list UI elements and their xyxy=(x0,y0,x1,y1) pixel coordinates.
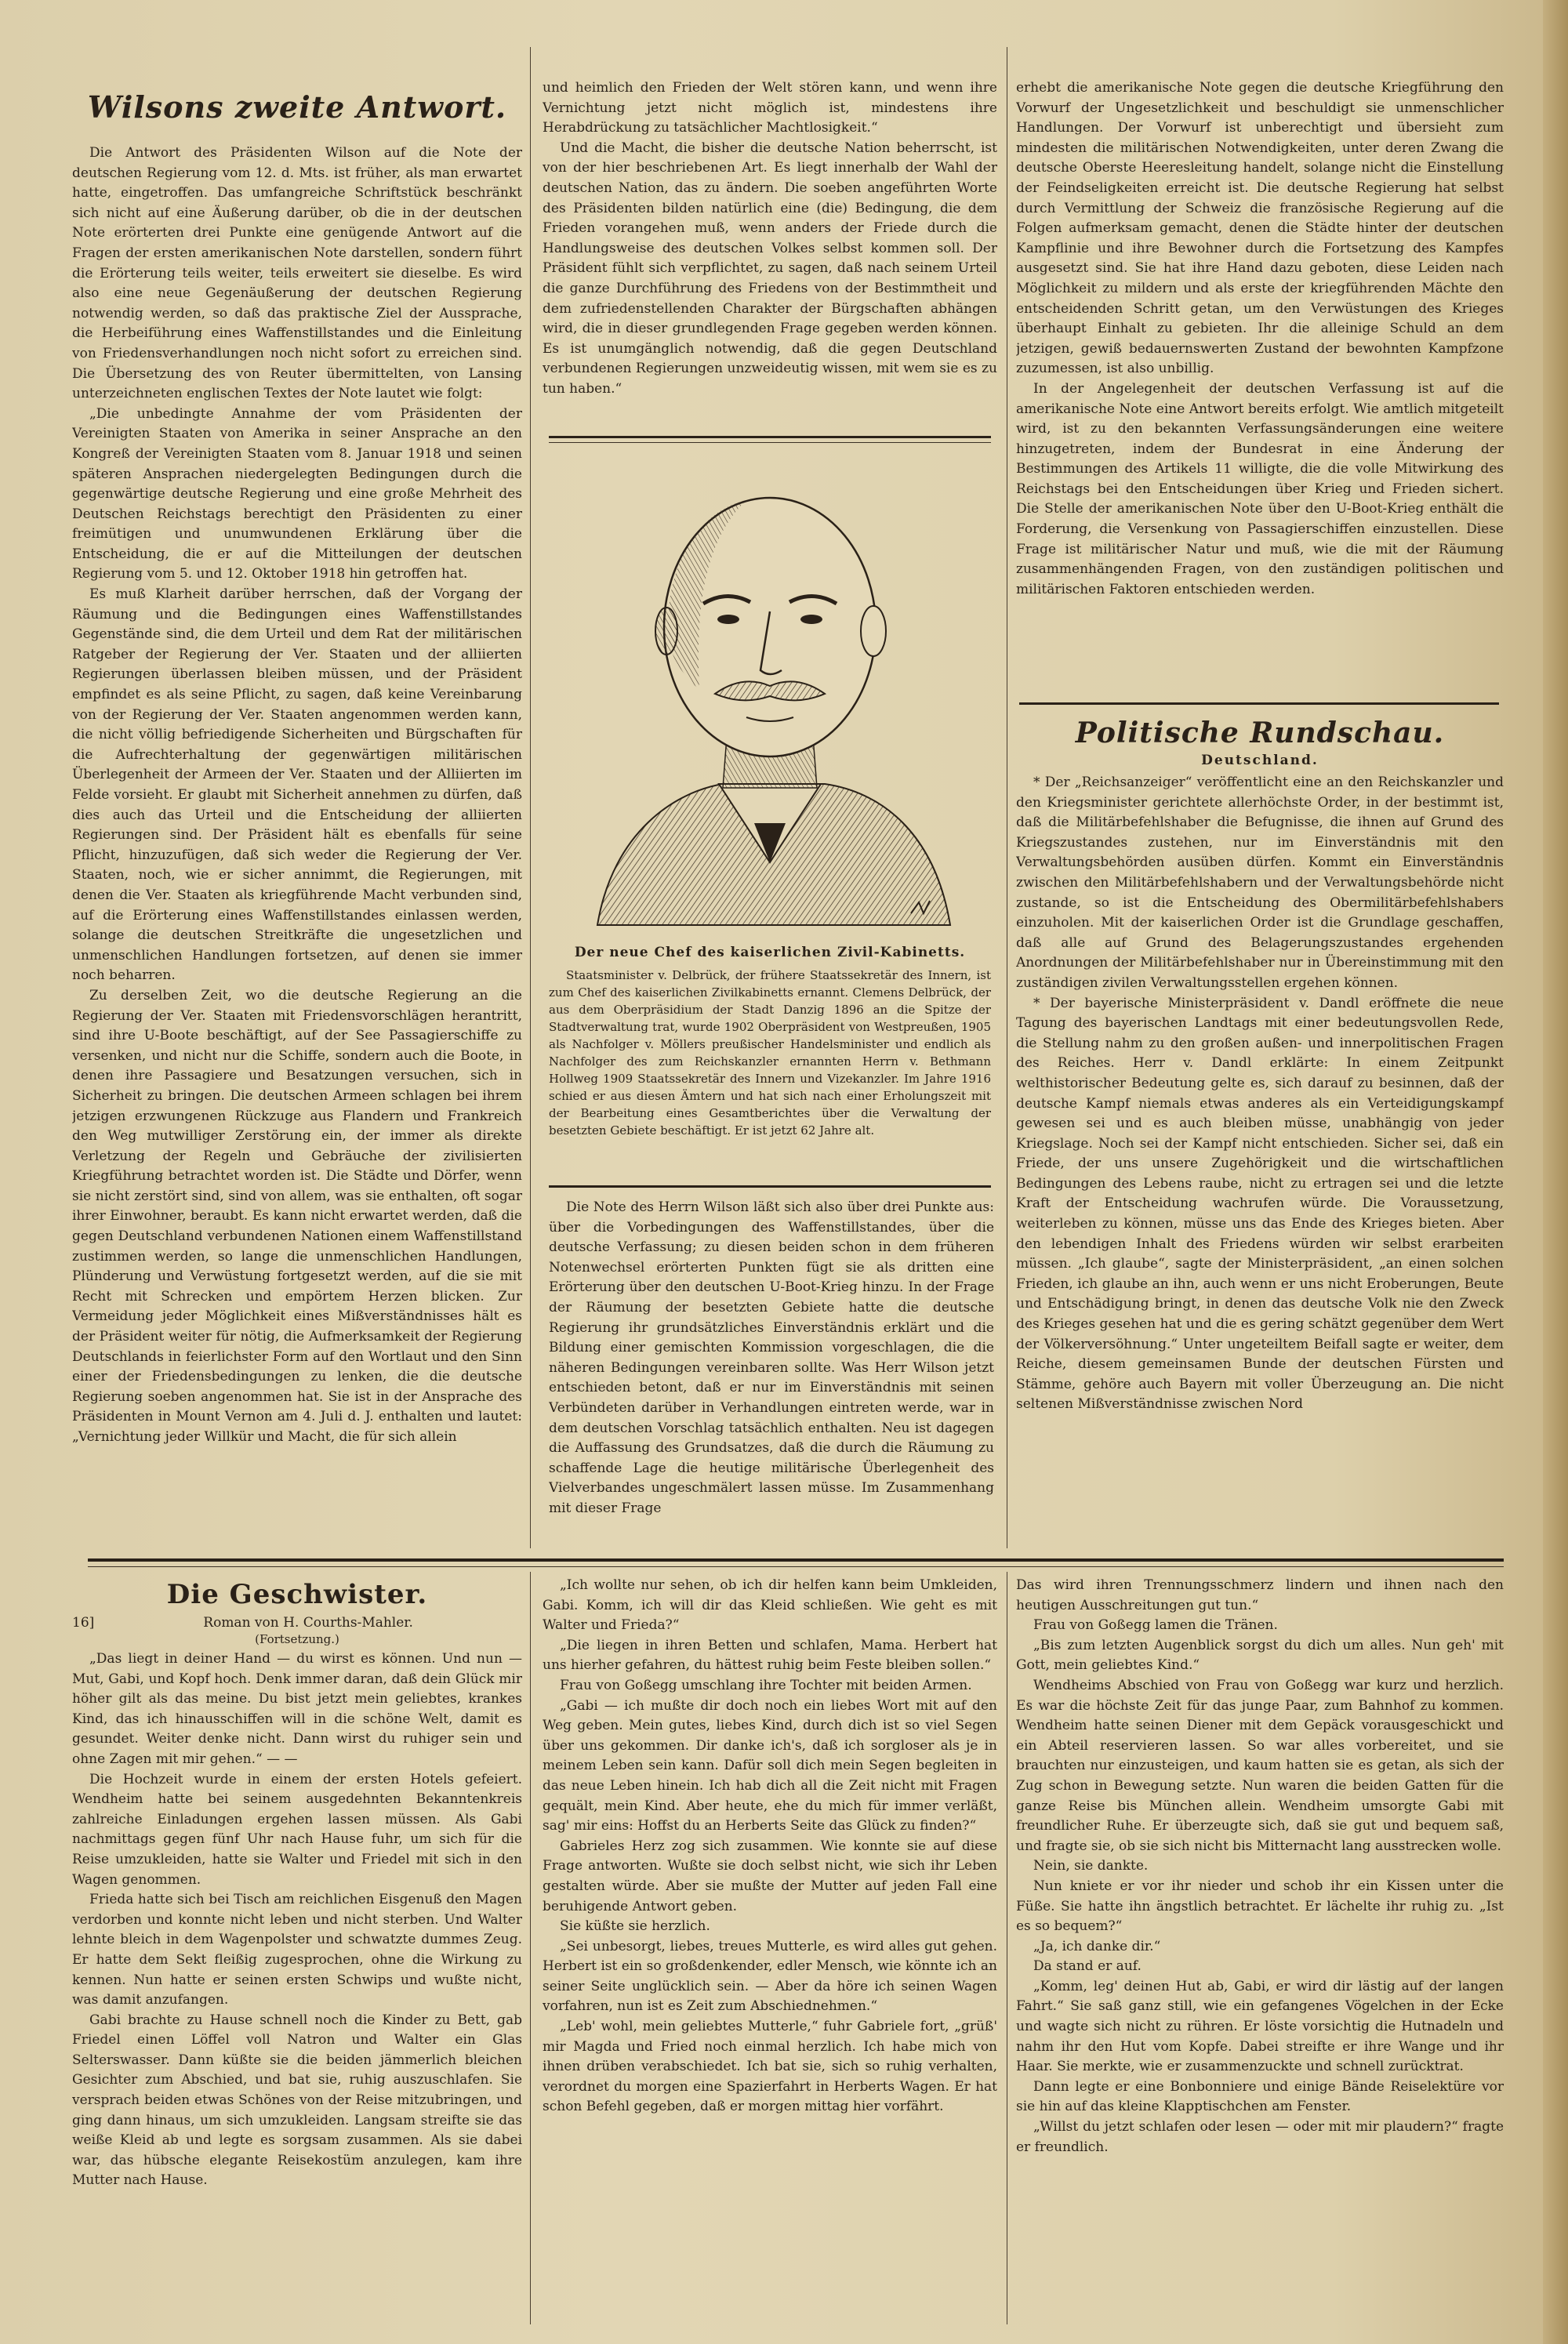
serial-paragraph: „Die liegen in ihren Betten und schlafen, Mama. Herbert hat uns hierher gefahren, du hättest ruhig beim Feste bleiben sollen.“ xyxy=(543,1637,997,1674)
serial-paragraph: Nun kniete er vor ihr nieder und schob ihr ein Kissen unter die Füße. Sie hatte ihn ängstlich betrachtet. Er lächelte ihr ruhig zu. „Ist es so bequem?“ xyxy=(1016,1878,1504,1935)
serial-paragraph: „Willst du jetzt schlafen oder lesen — oder mit mir plaudern?“ fragte er freundlich. xyxy=(1016,2119,1504,2155)
serial-paragraph: Sie küßte sie herzlich. xyxy=(560,1918,710,1935)
serial-paragraph: „Ich wollte nur sehen, ob ich dir helfen kann beim Umkleiden, Gabi. Komm, ich will dir das Kleid schließen. Wie geht es mit Walter und Frieda?“ xyxy=(543,1577,997,1634)
article-paragraph: Zu derselben Zeit, wo die deutsche Regierung an die Regierung der Ver. Staaten mit Friedensvorschlägen herantritt, sind ihre U-Boote beschäftigt, auf der See Passagierschiffe zu versenken, und nicht nur die Schiffe, sondern auch die Boote, in denen ihre Passagiere und Besatzungen versuchen, sich in Sicherheit zu bringen. Die deutschen Armeen schlagen bei ihrem jetzigen erzwungenen Rückzuge aus Flandern und Frankreich den Weg mutwilliger Zerstörung ein, der immer als direkte Verletzung der Regeln und Gebräuche der zivilisierten Kriegführung betrachtet worden ist. Die Städte und Dörfer, wenn sie nicht zerstört sind, sind von allem, was sie enthalten, oft sogar ihrer Einwohner, beraubt. Es kann nicht erwartet werden, daß die gegen Deutschland verbundenen Nationen einem Waffenstillstand zustimmen werden, so lange die unmenschlichen Handlungen, Plünderung und Verwüstung fortgesetzt werden, auf die sie mit Recht mit Schrecken und empörtem Herzen blicken. Zur Vermeidung jeder Möglichkeit eines Mißverständnisses hält es der Präsident weiter für nötig, die Aufmerksamkeit der Regierung Deutschlands in feierlichster Form auf den Wortlaut und den Sinn einer der Friedensbedingungen zu lenken, die die deutsche Regierung soeben angenommen hat. Sie ist in der Ansprache des Präsidenten in Mount Vernon am 4. Juli d. J. enthalten und lautet: „Vernichtung jeder Willkür und Macht, die für sich allein xyxy=(72,987,522,1445)
serial-paragraph: Frau von Goßegg lamen die Tränen. xyxy=(1033,1617,1278,1634)
serial-paragraph: „Gabi — ich mußte dir doch noch ein liebes Wort mit auf den Weg geben. Mein gutes, liebes Kind, durch dich ist so viel Segen über uns gekommen. Dir danke ich's, daß ich sorgloser als je in meinem Leben sein kann. Dafür soll dich mein Segen begleiten in das neue Leben hinein. Ich hab dich all die Zeit nicht mit Fragen gequält, mein Kind. Aber heute, ehe du mich für immer verläßt, sag' mir eins: Hoffst du an Herberts Seite das Glück zu finden?“ xyxy=(543,1697,997,1834)
section-rule xyxy=(1019,702,1499,705)
serial-paragraph: Dann legte er eine Bonbonniere und einige Bände Reiselektüre vor sie hin auf das kleine Klapptischchen am Fenster. xyxy=(1016,2078,1504,2115)
article-body xyxy=(543,78,997,400)
serial-paragraph: Wendheims Abschied von Frau von Goßegg war kurz und herzlich. Es war die höchste Zeit für das junge Paar, zum Bahnhof zu kommen. Wendheim hatte seinen Diener mit dem Gepäck vorausgeschickt und ein Abteil reservieren lassen. So war alles vorbereitet, und sie brauchten nur einzusteigen, und kaum hatten sie es getan, als sich der Zug schon in Bewegung setzte. Nun waren die beiden Gatten für die ganze Reise bis München allein. Wendheim umsorgte Gabi mit freundlicher Ruhe. Er überzeugte sich, daß sie gut und bequem saß, und fragte sie, ob sie sich nicht bis Mitternacht lang ausstrecken wolle. xyxy=(1016,1677,1504,1854)
article-paragraph: Die Note des Herrn Wilson läßt sich also über drei Punkte aus: über die Vorbedingungen des Waffenstillstandes, über die deutsche Verfassung; zu diesen beiden schon in dem früheren Notenwechsel erörterten Punkten fügt sie als dritten eine Erörterung über den deutschen U-Boot-Krieg hinzu. In der Frage der Räumung der besetzten Gebiete hatte die deutsche Regierung ihr grundsätzliches Einverständnis erklärt und die Bildung einer gemischten Kommission vorgeschlagen, die die näheren Bedingungen vereinbaren sollte. Was Herr Wilson jetzt entschieden betont, daß er nur im Einverständnis mit seinen Verbündeten darüber in Verhandlungen eintreten werde, war in dem deutschen Vorschlag tatsächlich enthalten. Neu ist dagegen die Auffassung des Grundsatzes, daß die durch die Räumung zu schaffende Lage die heutige militärische Überlegenheit des Vielverbandes ungeschmälert lassen müsse. Im Zusammenhang mit dieser Frage xyxy=(549,1199,994,1516)
serial-text xyxy=(543,1576,997,2117)
rundschau-subtitle: Deutschland. xyxy=(1201,753,1319,768)
portrait-engraving xyxy=(566,455,974,941)
section-rule xyxy=(549,436,991,438)
serial-paragraph: „Komm, leg' deinen Hut ab, Gabi, er wird dir lästig auf der langen Fahrt.“ Sie saß ganz still, wie ein gefangenes Vögelchen in der Ecke und wagte sich nicht zu rühren. Er löste vorsichtig die Hutnadeln und nahm ihr den Hut vom Kopfe. Dabei streifte er ihre Wange und ihr Haar. Sie merkte, wie er zusammenzuckte und schnell zurücktrat. xyxy=(1016,1978,1504,2075)
serial-title: Die Geschwister. xyxy=(166,1579,428,1610)
article-paragraph: Die Antwort des Präsidenten Wilson auf die Note der deutschen Regierung vom 12. d. Mts. ist früher, als man erwartet hatte, eingetroffen. Das umfangreiche Schriftstück beschränkt sich nicht auf eine Äußerung darüber, ob die in der deutschen Note erörterten drei Punkte eine genügende Antwort auf die Fragen der ersten amerikanischen Note darstellen, sondern führt die Erörterung teils weiter, teils erweitert sie dieselbe. Es wird also eine neue Gegenäußerung der deutschen Regierung notwendig werden, so daß das praktische Ziel der Aussprache, die Herbeiführung eines Waffenstillstandes und die Einleitung von Friedensverhandlungen noch nicht sofort zu erreichen sind. Die Übersetzung des von Reuter übermittelten, von Lansing unterzeichneten englischen Textes der Note lautet wie folgt: xyxy=(72,145,522,402)
portrait-illustration xyxy=(566,455,974,941)
article-body xyxy=(549,1198,994,1519)
serial-novel-column-3 xyxy=(1016,1576,1504,2335)
serial-novel-column-2 xyxy=(543,1576,997,2335)
article-paragraph: erhebt die amerikanische Note gegen die deutsche Kriegführung den Vorwurf der Ungesetzlichkeit und beschuldigt sie unmenschlicher Handlungen. Der Vorwurf ist unberechtigt und übersieht zum mindesten die militärischen Notwendigkeiten, unter deren Zwang die deutsche Oberste Heeresleitung handelt, solange nicht die Einstellung der Feindseligkeiten erreicht ist. Die deutsche Regierung hat selbst durch Vermittlung der Schweiz die französische Regierung auf die Folgen aufmerksam gemacht, denen die Städte hinter der deutschen Kampflinie und ihre Bewohner durch die Fortsetzung des Kampfes ausgesetzt sind. Sie hat ihre Hand dazu geboten, diese Leiden nach Möglichkeit zu mildern und als erste der kriegführenden Mächte den entscheidenden Schritt getan, um den Verwüstungen des Krieges überhaupt Einhalt zu gebieten. Ihr die alleinige Schuld an dem jetzigen, gewiß bedauernswerten Zustand der bewohnten Kampfzone zuzumessen, ist also unbillig. xyxy=(1016,80,1504,377)
serial-paragraph: Gabrieles Herz zog sich zusammen. Wie konnte sie auf diese Frage antworten. Wußte sie doch selbst nicht, wie sich ihr Leben gestalten würde. Aber sie mußte der Mutter auf jeden Fall eine beruhigende Antwort geben. xyxy=(543,1838,997,1914)
section-rule xyxy=(549,1185,991,1188)
serial-paragraph: Frau von Goßegg umschlang ihre Tochter mit beiden Armen. xyxy=(560,1677,972,1693)
article-wilson-continued xyxy=(543,78,997,423)
serial-paragraph: Gabi brachte zu Hause schnell noch die Kinder zu Bett, gab Friedel einen Löffel voll Natron und Walter ein Glas Selterswasser. Dann küßte sie die beiden jämmerlich bleichen Gesichter zum Abschied, und bat sie, ruhig auszuschlafen. Sie versprach beiden etwas Schönes von der Reise mitzubringen, und ging dann hinaus, um sich umzukleiden. Langsam streifte sie das weiße Kleid ab und legte es sorgsam zusammen. Als sie dabei war, das hübsche elegante Reisekostüm anzulegen, kam ihre Mutter nach Hause. xyxy=(72,2012,522,2189)
article-body xyxy=(1016,773,1504,1415)
article-body xyxy=(72,143,522,1448)
serial-paragraph: Die Hochzeit wurde in einem der ersten Hotels gefeiert. Wendheim hatte bei seinem ausgedehnten Bekanntenkreis zahlreiche Einladungen ergehen lassen müssen. Als Gabi nachmittags gegen fünf Uhr nach Hause fuhr, um sich für die Reise umzukleiden, hatte sie Walter und Friedel mit sich in den Wagen genommen. xyxy=(72,1771,522,1888)
serial-paragraph: „Leb' wohl, mein geliebtes Mutterle,“ fuhr Gabriele fort, „grüß' mir Magda und Fried noch einmal herzlich. Ich habe mich von ihnen drüben verabschiedet. Ich bat sie, sich so ruhig verhalten, verordnet du morgen eine Spazierfahrt in Herberts Wagen. Er hat schon Befehl gegeben, daß er morgen mittag hier vorfährt. xyxy=(543,2019,997,2115)
article-wilson xyxy=(72,82,522,1548)
serial-header xyxy=(72,1615,522,1631)
rundschau-title: Politische Rundschau. xyxy=(1075,717,1445,749)
column-rule-1 xyxy=(530,47,531,1548)
article-paragraph: Es muß Klarheit darüber herrschen, daß der Vorgang der Räumung und die Bedingungen eines Waffenstillstandes Gegenstände sind, die dem Urteil und dem Rat der militärischen Ratgeber der Regierung der Ver. Staaten und der alliierten Regierungen überlassen bleiben müssen, und der Präsident empfindet es als seine Pflicht, zu sagen, daß keine Vereinbarung von der Regierung der Ver. Staaten angenommen werden kann, die nicht völlig befriedigende Sicherheiten und Bürgschaften für die Aufrechterhaltung der gegenwärtigen militärischen Überlegenheit der Armeen der Ver. Staaten und der Alliierten im Felde vorsieht. Er glaubt mit Sicherheit annehmen zu dürfen, daß dies auch das Urteil und die Entscheidung der alliierten Regierungen sind. Der Präsident hält es ebenfalls für seine Pflicht, hinzuzufügen, daß sich weder die Regierung der Ver. Staaten, noch, wie er sicher annimmt, die Regierungen, mit denen die Ver. Staaten als kriegführende Macht verbunden sind, auf die Erörterung eines Waffenstillstandes einlassen werden, solange die deutschen Streitkräfte die ungesetzlichen und unmenschlichen Handlungen fortsetzen, auf denen sie immer noch beharren. xyxy=(72,586,522,984)
feuilleton-rule xyxy=(88,1558,1504,1562)
article-note-continued xyxy=(1016,78,1504,698)
section-rule xyxy=(549,442,991,443)
feuilleton-rule xyxy=(88,1566,1504,1567)
article-body xyxy=(1016,78,1504,600)
article-paragraph: In der Angelegenheit der deutschen Verfassung ist auf die amerikanische Note eine Antwort bereits erfolgt. Wie amtlich mitgeteilt wird, ist zu den bekannten Verfassungsänderungen eine weitere hinzugetreten, indem der Bundesrat in eine Änderung der Bestimmungen des Artikels 11 willigte, die die volle Mitwirkung des Reichstags bei den Entscheidungen über Krieg und Frieden sichert. Die Stelle der amerikanischen Note über den U-Boot-Krieg enthält die Forderung, die Versenkung von Passagierschiffen einzustellen. Diese Frage ist militärischer Natur und muß, wie die mit der Räumung zusammenhängenden Fragen, von den zuständigen politischen und militärischen Faktoren entschieden werden. xyxy=(1016,380,1504,597)
serial-number: 16] xyxy=(72,1615,95,1631)
serial-novel-column-1 xyxy=(72,1574,522,2335)
caption-text: Staatsminister v. Delbrück, der frühere Staatssekretär des Innern, ist zum Chef des kaiserlichen Zivilkabinetts ernannt. Clemens Delbrück, der aus dem Oberpräsidium der Stadt Danzig 1896 an die Spitze der Stadtverwaltung trat, wurde 1902 Oberpräsident von Westpreußen, 1905 als Nachfolger v. Möllers preußischer Handelsminister und endlich als Nachfolger des zum Reichskanzler ernannten Herrn v. Bethmann Hollweg 1909 Staatssekretär des Innern und Vizekanzler. Im Jahre 1916 schied er aus diesen Ämtern und hat sich nach einer Erholungszeit mit der Bearbeitung eines Gesamtberichtes über die Verwaltung der besetzten Gebiete beschäftigt. Er ist jetzt 62 Jahre alt. xyxy=(549,968,991,1138)
article-paragraph: * Der „Reichsanzeiger“ veröffentlicht eine an den Reichskanzler und den Kriegsminister gerichtete allerhöchste Order, in der bestimmt ist, daß die Militärbefehlshaber die Befugnisse, die ihnen auf Grund des Kriegszustandes zustehen, nur im Einverständnis mit den Verwaltungsbehörden ausüben dürfen. Kommt ein Einverständnis zwischen den Militärbefehlshabern und der Verwaltungsbehörde nicht zustande, so ist die Entscheidung des Obermilitärbefehlshabers einzuholen. Mit der kaiserlichen Order ist die Grundlage geschaffen, daß alle auf Grund des Belagerungszustandes ergehenden Anordnungen der Militärbefehlshaber nur in Übereinstimmung mit den zuständigen zivilen Verwaltungsstellen ergehen können. xyxy=(1016,775,1504,991)
serial-text xyxy=(72,1649,522,2191)
serial-paragraph: „Sei unbesorgt, liebes, treues Mutterle, es wird alles gut gehen. Herbert ist ein so großdenkender, edler Mensch, wie könnte ich an seiner Seite unglücklich sein. — Aber da höre ich seinen Wagen vorfahren, nun ist es Zeit zum Abschiednehmen.“ xyxy=(543,1938,997,2015)
serial-text xyxy=(1016,1576,1504,2157)
serial-paragraph: Das wird ihren Trennungsschmerz lindern und ihnen nach den heutigen Ausschreitungen gut tun.“ xyxy=(1016,1577,1504,1613)
article-paragraph: * Der bayerische Ministerpräsident v. Dandl eröffnete die neue Tagung des bayerischen Landtags mit einer bedeutungsvollen Rede, die Stellung nahm zu den großen außen- und innerpolitischen Fragen des Reiches. Herr v. Dandl erklärte: In einem Zeitpunkt welthistorischer Bedeutung gelte es, sich darauf zu besinnen, daß der deutsche Kampf niemals etwas anderes als ein Verteidigungskampf gewesen sei und es auch bleiben müsse, unabhängig von jeder Kriegslage. Noch sei der Kampf nicht entschieden. Sicher sei, daß ein Friede, der uns unsere Zugehörigkeit und die wirtschaftlichen Bedingungen des Lebens raube, nicht zu ertragen sei und die letzte Kraft der Entscheidung wachrufen würde. Die Voraussetzung, weiterleben zu können, müsse uns das Ende des Krieges bieten. Aber den lebendigen Inhalt des Friedens würden wir selbst erarbeiten müssen. „Ich glaube“, sagte der Ministerpräsident, „an einen solchen Frieden, ich glaube an ihn, auch wenn er uns nicht Eroberungen, Beute und Entschädigung bringt, in denen das deutsche Volk nie den Zweck des Krieges gesehen hat und die es gering schätzt gegenüber dem Wert der Völkerversöhnung.“ Unter ungeteiltem Beifall sagte er weiter, dem Reiche, diesem gemeinsamen Bunde der deutschen Fürsten und Stämme, gehöre auch Bayern mit voller Überzeugung an. Die nicht seltenen Mißverständnisse zwischen Nord xyxy=(1016,995,1504,1413)
serial-byline: Roman von H. Courths-Mahler. xyxy=(203,1615,413,1631)
article-paragraph: und heimlich den Frieden der Welt stören kann, und wenn ihre Vernichtung jetzt nicht möglich ist, mindestens ihre Herabdrückung zu tatsächlicher Machtlosigkeit.“ xyxy=(543,80,997,136)
serial-paragraph: Nein, sie dankte. xyxy=(1033,1858,1149,1874)
serial-paragraph: „Ja, ich danke dir.“ xyxy=(1033,1938,1161,1954)
article-note xyxy=(549,1198,994,1551)
serial-paragraph: Frieda hatte sich bei Tisch am reichlichen Eisgenuß den Magen verdorben und konnte nicht leben und nicht sterben. Und Walter lehnte bleich in dem Wagenpolster und schwatzte dummes Zeug. Er hatte dem Sekt fleißig zugesprochen, ohne die Wirkung zu kennen. Nun hatte er seinen ersten Schwips und wußte nicht, was damit anzufangen. xyxy=(72,1892,522,2008)
article-paragraph: Und die Macht, die bisher die deutsche Nation beherrscht, ist von der hier beschriebenen Art. Es liegt innerhalb der Wahl der deutschen Nation, das zu ändern. Die soeben angeführten Worte des Präsidenten bilden natürlich eine (die) Bedingung, die dem Frieden vorangehen muß, wenn anders der Friede durch die Handlungsweise des deutschen Volkes selbst kommen soll. Der Präsident fühlt sich verpflichtet, zu sagen, daß nach seinem Urteil die ganze Durchführung des Friedens von der Bestimmtheit und dem zufriedenstellenden Charakter der Bürgschaften abhängen wird, die in dieser grundlegenden Frage gegeben werden können. Es ist unumgänglich notwendig, daß die gegen Deutschland verbundenen Regierungen unzweideutig wissen, mit wem sie es zu tun haben.“ xyxy=(543,140,997,397)
column-rule-3 xyxy=(530,1572,531,2324)
serial-continuation: (Fortsetzung.) xyxy=(255,1632,339,1646)
article-paragraph: „Die unbedingte Annahme der vom Präsidenten der Vereinigten Staaten von Amerika in seiner Ansprache an den Kongreß der Vereinigten Staaten vom 8. Januar 1918 und seinen späteren Ansprachen niedergelegten Bedingungen durch die gegenwärtige deutsche Regierung und eine große Mehrheit des Deutschen Reichstags berechtigt den Präsidenten zu einer freimütigen und unumwundenen Erklärung über die Entscheidung, die er auf die Mitteilungen der deutschen Regierung vom 5. und 12. Oktober 1918 hin getroffen hat. xyxy=(72,405,522,582)
portrait-caption xyxy=(549,945,991,1180)
caption-title: Der neue Chef des kaiserlichen Zivil-Kabinetts. xyxy=(574,945,966,960)
page-edge xyxy=(1543,0,1568,2344)
serial-paragraph: Da stand er auf. xyxy=(1033,1958,1142,1975)
serial-paragraph: „Bis zum letzten Augenblick sorgst du dich um alles. Nun geh' mit Gott, mein geliebtes Kind.“ xyxy=(1016,1637,1504,1674)
serial-paragraph: „Das liegt in deiner Hand — du wirst es können. Und nun — Mut, Gabi, und Kopf hoch. Denk immer daran, daß dein Glück mir höher gilt als das meine. Du bist jetzt mein geliebtes, krankes Kind, das ich hinausschiffen will in die schöne Welt, damit es gesundet. Weiter denke nicht. Dann wirst du ruhiger sein und ohne Zagen mit mir gehen.“ — — xyxy=(72,1651,522,1767)
article-title: Wilsons zweite Antwort. xyxy=(87,89,507,125)
article-rundschau xyxy=(1016,709,1504,1549)
